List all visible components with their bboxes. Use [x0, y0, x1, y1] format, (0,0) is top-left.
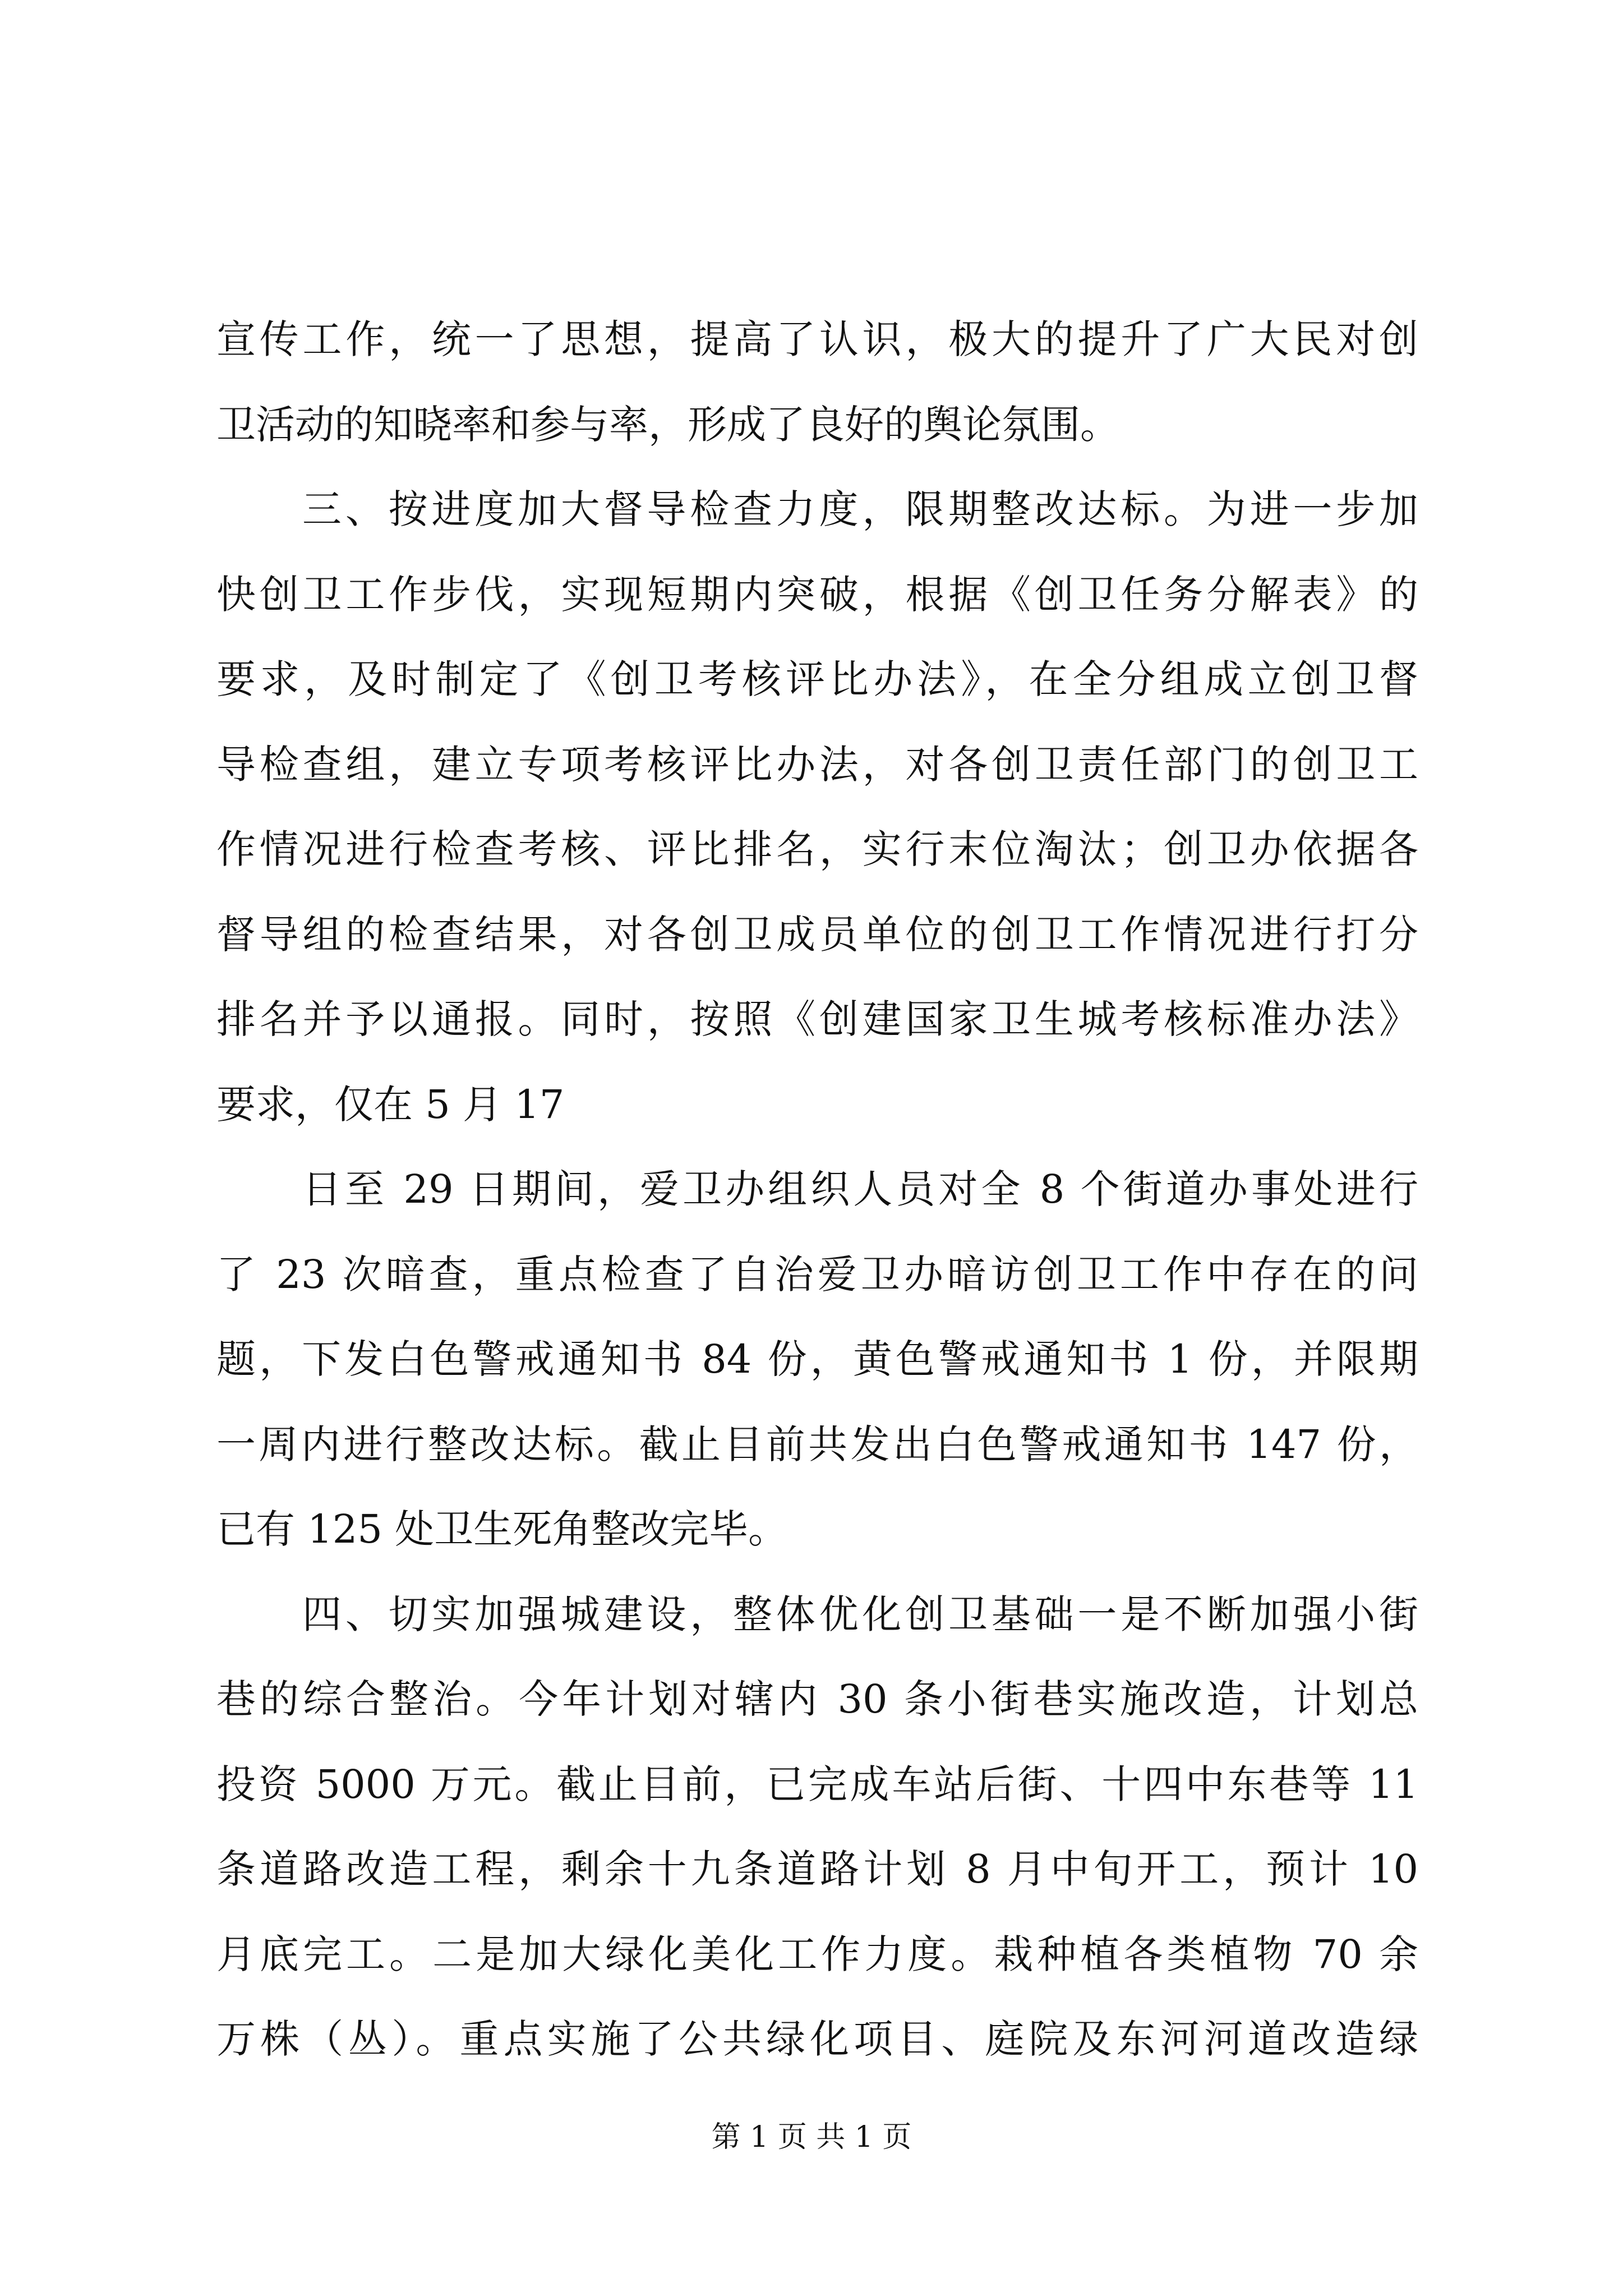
- text-line: 万株（丛）。重点实施了公共绿化项目、庭院及东河河道改造绿: [216, 2016, 1418, 2062]
- page-footer: 第 1 页 共 1 页: [711, 2120, 912, 2154]
- text-line: 一周内进行整改达标。截止目前共发出白色警戒通知书 147 份，: [216, 1421, 1418, 1467]
- text-line: 要求，仅在 5 月 17: [216, 1082, 565, 1128]
- text-line: 月底完工。二是加大绿化美化工作力度。栽种植各类植物 70 余: [216, 1931, 1418, 1977]
- text-line: 三、按进度加大督导检查力度，限期整改达标。为进一步加: [302, 486, 1418, 532]
- text-line: 投资 5000 万元。截止目前，已完成车站后街、十四中东巷等 11: [216, 1761, 1418, 1807]
- text-line: 条道路改造工程，剩余十九条道路计划 8 月中旬开工，预计 10: [216, 1846, 1418, 1892]
- text-line: 已有 125 处卫生死角整改完毕。: [216, 1506, 788, 1552]
- text-line: 要求，及时制定了《创卫考核评比办法》，在全分组成立创卫督: [216, 656, 1418, 702]
- text-line: 排名并予以通报。同时，按照《创建国家卫生城考核标准办法》: [216, 996, 1418, 1042]
- text-line: 督导组的检查结果，对各创卫成员单位的创卫工作情况进行打分: [216, 912, 1418, 958]
- text-line: 快创卫工作步伐，实现短期内突破，根据《创卫任务分解表》的: [216, 572, 1418, 618]
- text-line: 四、切实加强城建设，整体优化创卫基础一是不断加强小街: [302, 1591, 1418, 1637]
- text-line: 日至 29 日期间，爱卫办组织人员对全 8 个街道办事处进行: [302, 1166, 1418, 1212]
- text-line: 卫活动的知晓率和参与率，形成了良好的舆论氛围。: [216, 402, 1119, 448]
- text-line: 作情况进行检查考核、评比排名，实行末位淘汰；创卫办依据各: [216, 826, 1418, 872]
- text-line: 了 23 次暗查，重点检查了自治爱卫办暗访创卫工作中存在的问: [216, 1251, 1418, 1297]
- text-line: 题，下发白色警戒通知书 84 份，黄色警戒通知书 1 份，并限期: [216, 1336, 1418, 1382]
- text-line: 导检查组，建立专项考核评比办法，对各创卫责任部门的创卫工: [216, 742, 1418, 788]
- text-line: 巷的综合整治。今年计划对辖内 30 条小街巷实施改造，计划总: [216, 1676, 1418, 1722]
- text-line: 宣传工作，统一了思想，提高了认识，极大的提升了广大民对创: [216, 316, 1418, 362]
